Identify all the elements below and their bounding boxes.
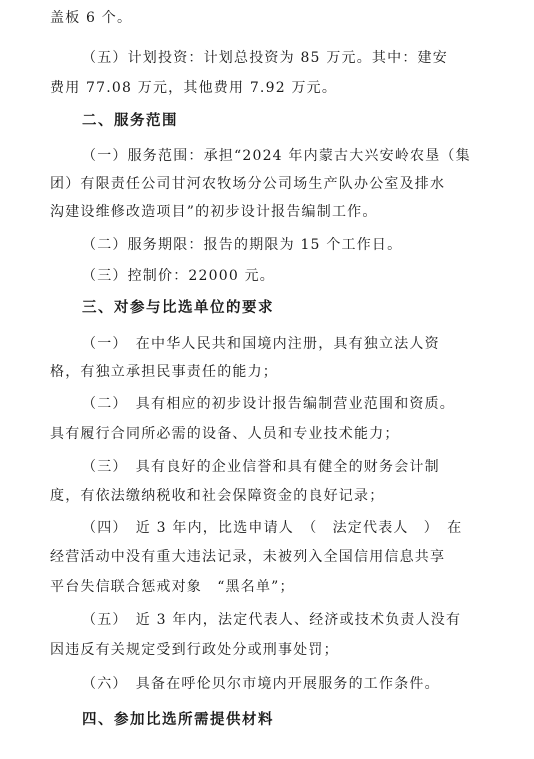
text-line-18: 经营活动中没有重大违法记录，未被列入全国信用信息共享	[50, 549, 446, 565]
text-line-12: 格，有独立承担民事责任的能力；	[50, 364, 278, 380]
text-line-9: （三）控制价：22000 元。	[82, 268, 275, 284]
section-heading-requirements: 三、对参与比选单位的要求	[82, 300, 274, 316]
text-line-16: 度，有依法缴纳税收和社会保障资金的良好记录；	[50, 488, 385, 504]
section-heading-materials: 四、参加比选所需提供材料	[82, 712, 274, 728]
text-line-6: 团）有限责任公司甘河农牧场分公司场生产队办公室及排水	[50, 176, 446, 192]
text-line-15: （三） 具有良好的企业信誉和具有健全的财务会计制	[82, 459, 440, 475]
section-heading-service-scope: 二、服务范围	[82, 113, 178, 129]
text-line-3: 费用 77.08 万元，其他费用 7.92 万元。	[50, 80, 338, 96]
text-line-7: 沟建设维修改造项目”的初步设计报告编制工作。	[50, 204, 378, 220]
text-line-14: 具有履行合同所必需的设备、人员和专业技术能力；	[50, 426, 400, 442]
text-line-22: （六） 具备在呼伦贝尔市境内开展服务的工作条件。	[82, 676, 440, 692]
text-line-11: （一） 在中华人民共和国境内注册，具有独立法人资	[82, 336, 440, 352]
text-line-8: （二）服务期限：报告的期限为 15 个工作日。	[82, 237, 403, 253]
text-line-2: （五）计划投资：计划总投资为 85 万元。其中：建安	[82, 50, 448, 66]
text-line-17: （四） 近 3 年内，比选申请人 （ 法定代表人 ） 在	[82, 520, 463, 536]
text-line-13: （二） 具有相应的初步设计报告编制营业范围和资质。	[82, 396, 455, 412]
text-line-5: （一）服务范围：承担“2024 年内蒙古大兴安岭农垦（集	[82, 148, 471, 164]
text-line-19: 平台失信联合惩戒对象 “黑名单”；	[50, 579, 295, 595]
text-line-1: 盖板 6 个。	[50, 10, 133, 26]
text-line-20: （五） 近 3 年内，法定代表人、经济或技术负责人没有	[82, 612, 462, 628]
text-line-21: 因违反有关规定受到行政处分或刑事处罚；	[50, 642, 339, 658]
